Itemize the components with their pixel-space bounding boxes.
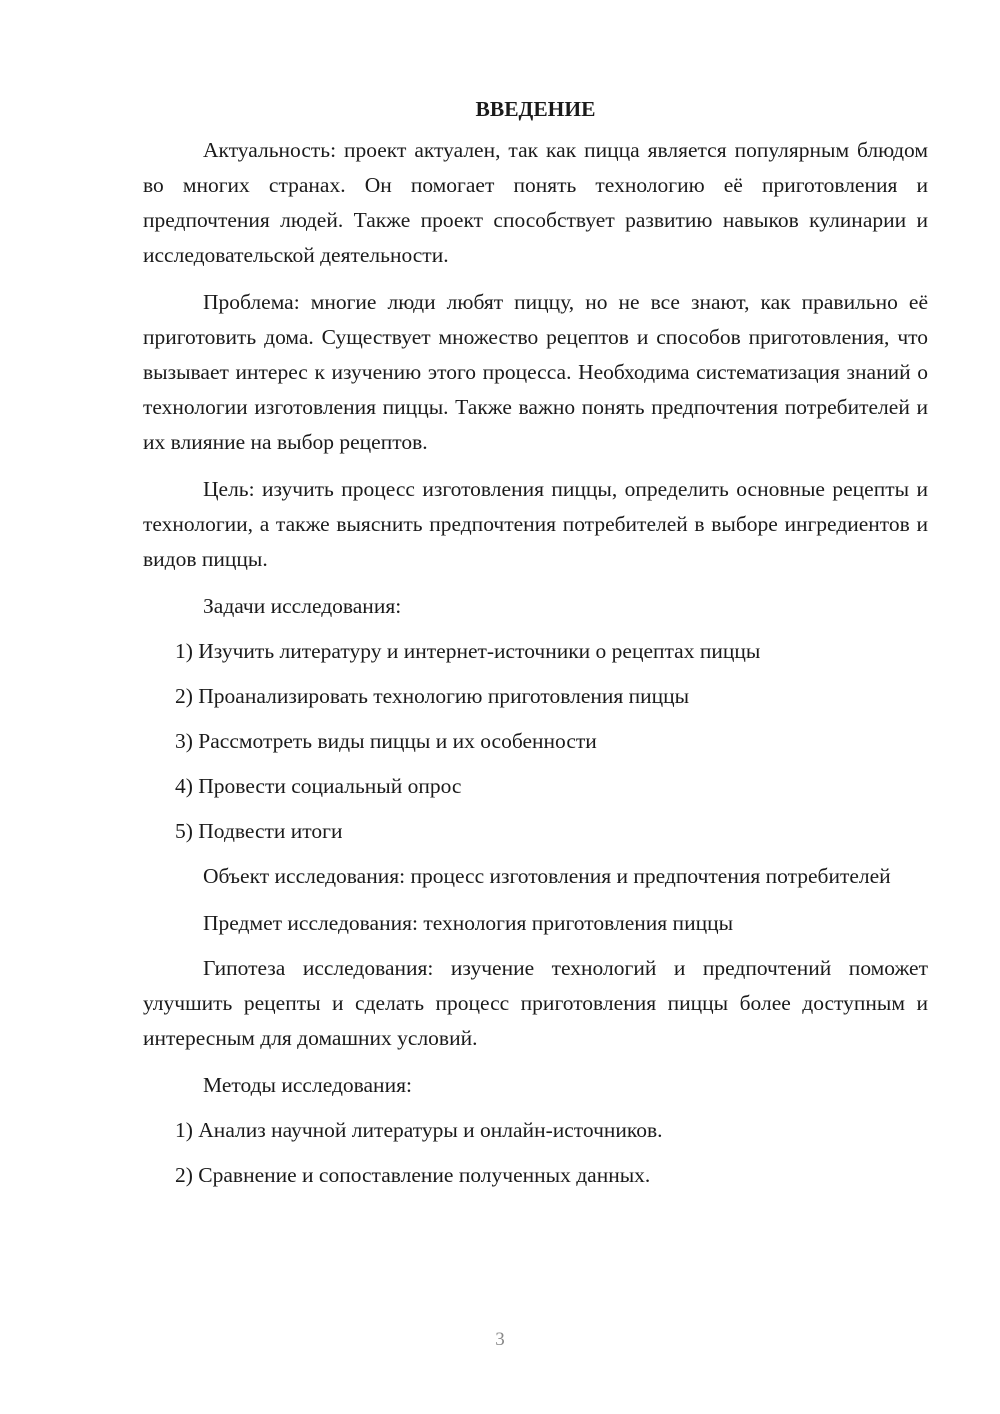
task-item: 3) Рассмотреть виды пиццы и их особенности xyxy=(175,729,597,753)
hypothesis-paragraph: Гипотеза исследования: изучение технологий и предпочтений поможет улучшить рецепты и сделать процесс приготовления пиццы более доступным и интересным для домашних условий. xyxy=(143,956,928,1050)
task-item: 4) Провести социальный опрос xyxy=(175,774,462,798)
tasks-heading: Задачи исследования: xyxy=(203,594,402,618)
section-title: ВВЕДЕНИЕ xyxy=(475,97,596,121)
method-item: 2) Сравнение и сопоставление полученных данных. xyxy=(175,1163,651,1187)
method-item: 1) Анализ научной литературы и онлайн-источников. xyxy=(175,1118,663,1142)
page-number: 3 xyxy=(495,1329,505,1350)
subject-paragraph: Предмет исследования: технология приготовления пиццы xyxy=(203,911,734,935)
relevance-paragraph: Актуальность: проект актуален, так как пицца является популярным блюдом во многих странах. Он помогает понять технологию её приготовления и предпочтения людей. Также проект способствует развитию навыков кулинарии и исследовательской деятельности. xyxy=(143,138,928,267)
task-item: 1) Изучить литературу и интернет-источники о рецептах пиццы xyxy=(175,639,761,663)
task-item: 2) Проанализировать технологию приготовления пиццы xyxy=(175,684,690,708)
object-paragraph: Объект исследования: процесс изготовления и предпочтения потребителей xyxy=(203,864,891,888)
task-item: 5) Подвести итоги xyxy=(175,819,343,843)
document-page xyxy=(143,92,928,1203)
goal-paragraph: Цель: изучить процесс изготовления пиццы, определить основные рецепты и технологии, а также выяснить предпочтения потребителей в выборе ингредиентов и видов пиццы. xyxy=(143,477,928,571)
methods-heading: Методы исследования: xyxy=(203,1073,412,1097)
problem-paragraph: Проблема: многие люди любят пиццу, но не все знают, как правильно её приготовить дома. Существует множество рецептов и способов приготовления, что вызывает интерес к изучению этого процесса. Необходима систематизация знаний о технологии изготовления пиццы. Также важно понять предпочтения потребителей и их влияние на выбор рецептов. xyxy=(143,290,928,454)
